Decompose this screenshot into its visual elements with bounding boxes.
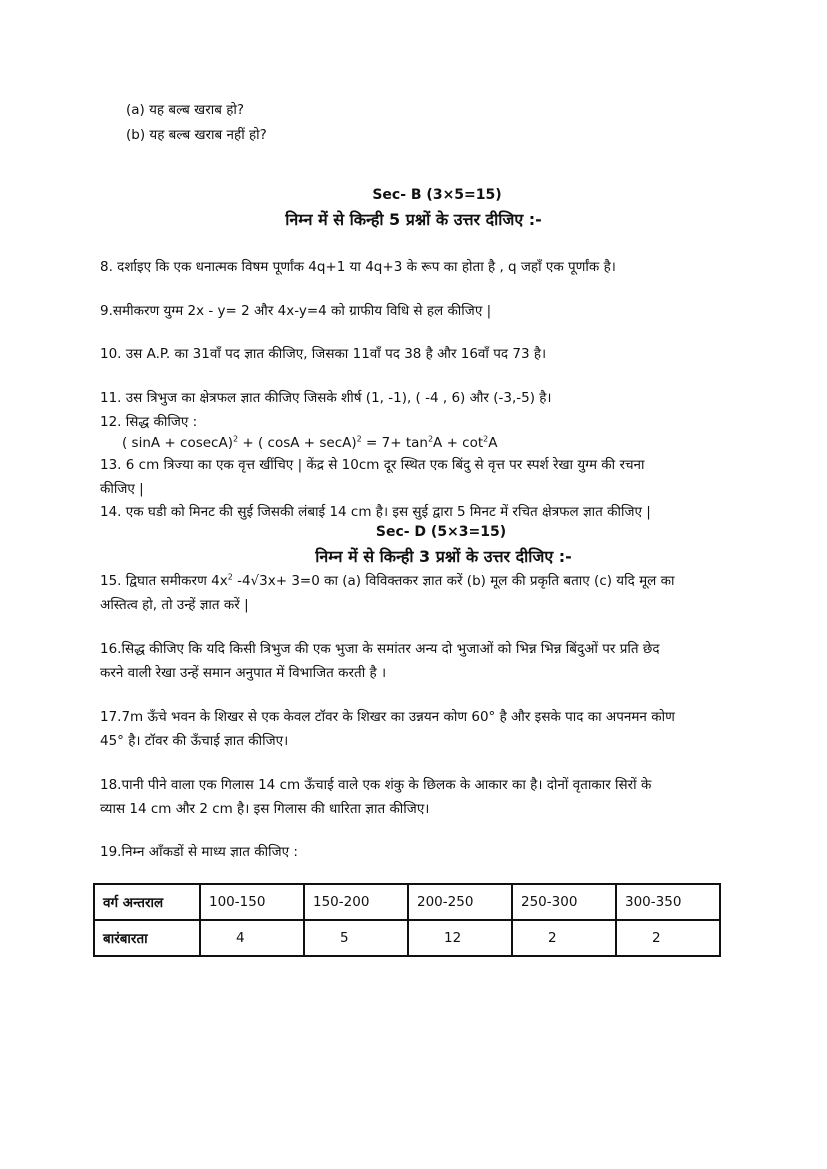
question-13-line-2: कीजिए |: [100, 481, 144, 497]
option-b: (b) यह बल्ब खराब नहीं हो?: [126, 127, 267, 143]
question-18-line-1: 18.पानी पीने वाला एक गिलास 14 cm ऊँचाई वाले एक शंकु के छिलक के आकार का है। दोनों वृताकार सिरों के: [100, 777, 652, 793]
q15-exponent: 2: [227, 572, 233, 582]
section-d-title: Sec- D (5×3=15): [375, 524, 507, 540]
eq-part-5: A: [488, 435, 498, 451]
q15-text-a: 15. द्विघात समीकरण 4x: [100, 573, 228, 589]
question-18-line-2: व्यास 14 cm और 2 cm है। इस गिलास की धारिता ज्ञात कीजिए।: [100, 801, 430, 817]
frequency-cell: 2: [512, 920, 616, 956]
eq-exp-2: 2: [356, 434, 362, 444]
section-d-instruction: निम्न में से किन्ही 3 प्रश्नों के उत्तर दीजिए :-: [315, 547, 572, 566]
question-8: 8. दर्शाइए कि एक धनात्मक विषम पूर्णांक 4q+1 या 4q+3 के रूप का होता है , q जहाँ एक पूर्णांक है।: [100, 259, 616, 275]
question-14: 14. एक घडी को मिनट की सुई जिसकी लंबाई 14 cm है। इस सुई द्वारा 5 मिनट में रचित क्षेत्रफल ज्ञात कीजिए |: [100, 504, 651, 520]
section-b-instruction: निम्न में से किन्ही 5 प्रश्नों के उत्तर दीजिए :-: [285, 210, 542, 229]
question-19: 19.निम्न ऑंकडों से माध्य ज्ञात कीजिए :: [100, 844, 298, 860]
question-17-line-1: 17.7m ऊँचे भवन के शिखर से एक केवल टॉवर के शिखर का उन्नयन कोण 60° है और इसके पाद का अपनमन कोण: [100, 709, 675, 725]
eq-part-2: + ( cosA + secA): [238, 435, 357, 451]
question-10: 10. उस A.P. का 31वाँ पद ज्ञात कीजिए, जिसका 11वाँ पद 38 है और 16वाँ पद 73 है।: [100, 346, 547, 362]
question-16-line-2: करने वाली रेखा उन्हें समान अनुपात में विभाजित करती है ।: [100, 665, 387, 681]
class-cell: 300-350: [616, 884, 720, 920]
frequency-cell: 5: [304, 920, 408, 956]
eq-part-1: ( sinA + cosecA): [122, 435, 233, 451]
class-cell: 100-150: [200, 884, 304, 920]
question-17-line-2: 45° है। टॉवर की ऊँचाई ज्ञात कीजिए।: [100, 733, 289, 749]
section-b-title: Sec- B (3×5=15): [372, 187, 502, 203]
question-9: 9.समीकरण युग्म 2x - y= 2 और 4x-y=4 को ग्राफीय विधि से हल कीजिए |: [100, 303, 492, 319]
class-cell: 250-300: [512, 884, 616, 920]
class-cell: 200-250: [408, 884, 512, 920]
eq-exp-4: 2: [483, 434, 489, 444]
frequency-table: [93, 883, 721, 957]
question-12-equation: [122, 434, 498, 452]
eq-exp-3: 2: [427, 434, 434, 444]
question-13-line-1: 13. 6 cm त्रिज्या का एक वृत्त खींचिए | केंद्र से 10cm दूर स्थित एक बिंदु से वृत्त पर स्पर्श रेखा युग्म की रचना: [100, 457, 645, 473]
eq-part-3: = 7+ tan: [361, 435, 428, 451]
frequency-cell: 12: [408, 920, 512, 956]
class-cell: 150-200: [304, 884, 408, 920]
class-interval-label: वर्ग अन्तराल: [94, 884, 200, 920]
question-12-intro: 12. सिद्ध कीजिए :: [100, 414, 198, 430]
class-interval-row: [94, 884, 720, 920]
frequency-cell: 2: [616, 920, 720, 956]
frequency-label: बारंबारता: [94, 920, 200, 956]
option-a: (a) यह बल्ब खराब हो?: [126, 102, 245, 118]
frequency-row: [94, 920, 720, 956]
eq-exp-1: 2: [232, 434, 239, 444]
question-16-line-1: 16.सिद्ध कीजिए कि यदि किसी त्रिभुज की एक भुजा के समांतर अन्य दो भुजाओं को भिन्न भिन्न बिंदुओं पर प्रति छेद: [100, 641, 660, 657]
frequency-cell: 4: [200, 920, 304, 956]
question-11: 11. उस त्रिभुज का क्षेत्रफल ज्ञात कीजिए जिसके शीर्ष (1, -1), ( -4 , 6) और (-3,-5) है।: [100, 390, 552, 406]
question-15-line-1: [100, 572, 674, 590]
eq-part-4: A + cot: [433, 435, 484, 451]
q15-text-b: -4√3x+ 3=0 का (a) विविक्तकर ज्ञात करें (b) मूल की प्रकृति बताए (c) यदि मूल का: [232, 573, 675, 589]
question-15-line-2: अस्तित्व हो, तो उन्हें ज्ञात करें |: [100, 597, 249, 613]
